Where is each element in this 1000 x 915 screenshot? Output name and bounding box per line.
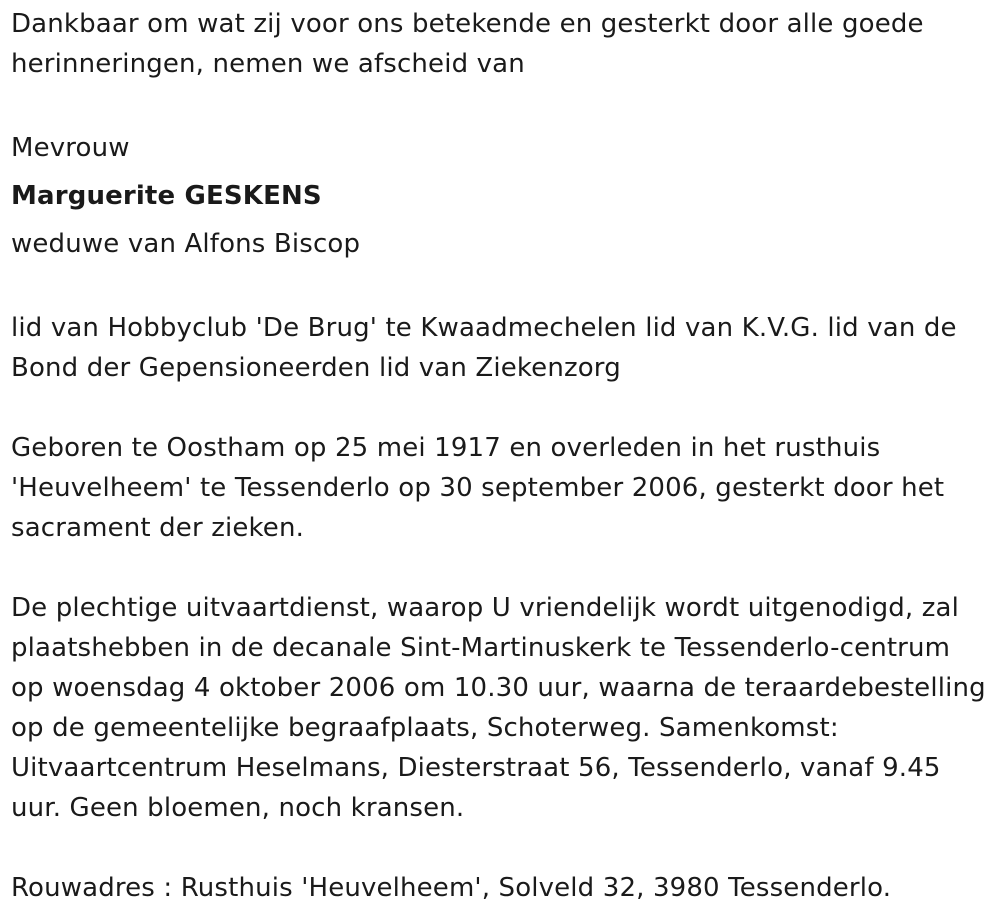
birth-death-paragraph: Geboren te Oostham op 25 mei 1917 en overleden in het rusthuis 'Heuvelheem' te Tessenderlo op 30 september 2006, gesterkt door het sacrament der zieken. (11, 433, 945, 543)
spacer (11, 828, 991, 868)
memberships-paragraph: lid van Hobbyclub 'De Brug' te Kwaadmechelen lid van K.V.G. lid van de Bond der Gepensioneerden lid van Ziekenzorg (11, 313, 957, 383)
deceased-name: Marguerite GESKENS (11, 181, 322, 211)
mourning-address: Rouwadres : Rusthuis 'Heuvelheem', Solveld 32, 3980 Tessenderlo. (11, 873, 892, 903)
salutation: Mevrouw (11, 133, 130, 163)
spacer (11, 84, 991, 124)
spacer (11, 388, 991, 428)
intro-paragraph: Dankbaar om wat zij voor ons betekende en gesterkt door alle goede herinneringen, nemen we afscheid van (11, 9, 924, 79)
relation-line: weduwe van Alfons Biscop (11, 229, 361, 259)
spacer (11, 268, 991, 308)
funeral-paragraph: De plechtige uitvaartdienst, waarop U vriendelijk wordt uitgenodigd, zal plaatshebben in de decanale Sint-Martinuskerk te Tessenderlo-centrum op woensdag 4 oktober 2006 om 10.30 uur, waarna de teraardebestelling op de gemeentelijke begraafplaats, Schoterweg. Samenkomst: Uitvaartcentrum Heselmans, Diesterstraat 56, Tessenderlo, vanaf 9.45 uur. Geen bloemen, noch kransen. (11, 593, 986, 823)
obituary-notice (11, 4, 991, 908)
spacer (11, 548, 991, 588)
